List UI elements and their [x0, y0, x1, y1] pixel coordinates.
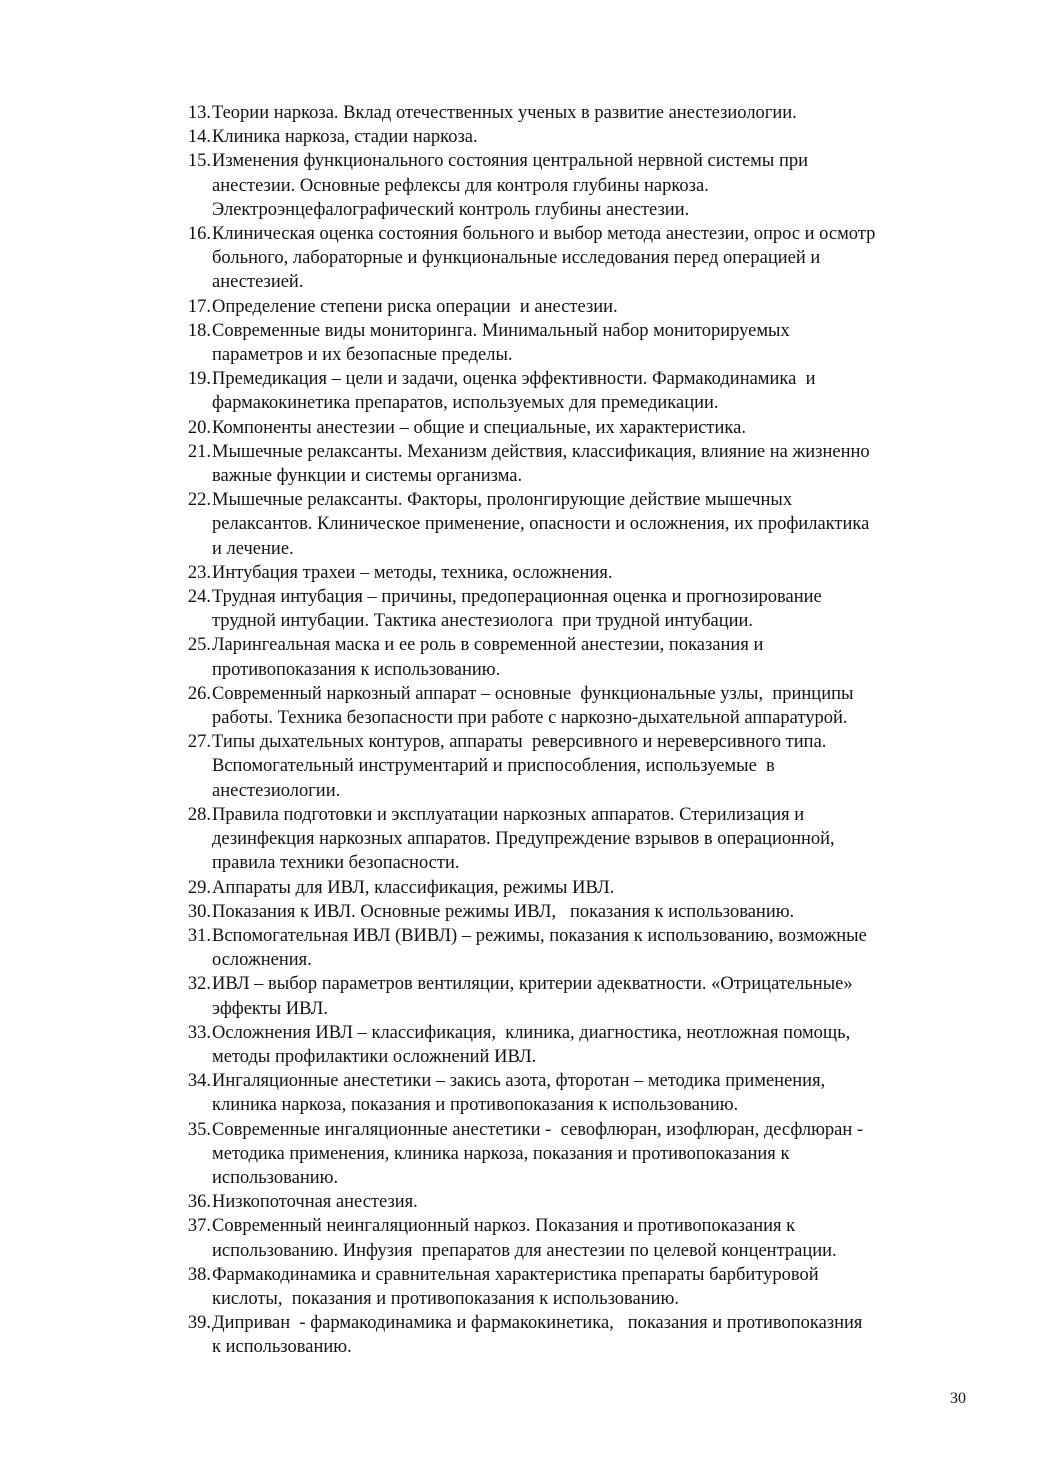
item-text: [211, 440, 970, 488]
item-text-line: Современный неингаляционный наркоз. Показания и противопоказания к: [212, 1216, 796, 1237]
item-text-line: кислоты, показания и противопоказания к использованию.: [212, 1288, 679, 1309]
item-text-line: Диприван - фармакодинамика и фармакокинетика, показания и противопоказния: [212, 1313, 863, 1334]
item-text: [211, 924, 970, 972]
list-item: [180, 730, 970, 803]
item-text-line: трудной интубации. Тактика анестезиолога при трудной интубации.: [212, 611, 754, 632]
item-text: [211, 1021, 970, 1069]
item-text-line: эффекты ИВЛ.: [212, 998, 328, 1019]
item-text-line: анестезией.: [212, 272, 304, 293]
item-text: [211, 488, 970, 561]
list-item: [180, 585, 970, 633]
item-number: 30.: [187, 901, 211, 922]
list-item: [180, 1118, 970, 1191]
item-text: [211, 367, 970, 415]
item-text-line: Компоненты анестезии – общие и специальные, их характеристика.: [212, 417, 746, 438]
item-number: 38.: [187, 1264, 211, 1285]
item-text-line: Фармакодинамика и сравнительная характеристика препараты барбитуровой: [212, 1264, 819, 1285]
item-number: 14.: [187, 127, 211, 148]
item-number: 28.: [187, 804, 211, 825]
item-text-line: противопоказания к использованию.: [212, 659, 501, 680]
item-text-line: анестезиологии.: [212, 780, 341, 801]
item-text-line: Вспомогательный инструментарий и приспособления, используемые в: [212, 756, 775, 777]
item-number: 33.: [187, 1022, 211, 1043]
item-text: [211, 730, 970, 803]
item-text-line: Аппараты для ИВЛ, классификация, режимы ИВЛ.: [212, 877, 615, 898]
item-text-line: Клиника наркоза, стадии наркоза.: [212, 127, 478, 148]
item-text-line: использованию. Инфузия препаратов для анестезии по целевой концентрации.: [212, 1240, 837, 1261]
item-number: 16.: [187, 224, 211, 245]
item-text-line: работы. Техника безопасности при работе с наркозно-дыхательной аппаратурой.: [212, 708, 848, 729]
list-item: [180, 1190, 970, 1214]
item-text-line: анестезии. Основные рефлексы для контроля глубины наркоза.: [212, 175, 709, 196]
item-text: [211, 561, 970, 585]
list-item: [180, 1214, 970, 1262]
list-item: [180, 682, 970, 730]
item-text-line: Изменения функционального состояния центральной нервной системы при: [212, 151, 808, 172]
item-number: 13.: [187, 103, 211, 123]
item-number: 21.: [187, 441, 211, 462]
item-text: [211, 222, 970, 295]
list-item: [180, 972, 970, 1020]
item-text: [211, 149, 970, 222]
list-item: [180, 924, 970, 972]
item-number: 18.: [187, 320, 211, 341]
item-text-line: Современные ингаляционные анестетики - севофлюран, изофлюран, десфлюран -: [212, 1119, 864, 1140]
list-item: [180, 295, 970, 319]
item-number: 35.: [187, 1119, 211, 1140]
item-text-line: использованию.: [212, 1167, 339, 1188]
item-text-line: методика применения, клиника наркоза, показания и противопоказания к: [212, 1143, 790, 1164]
item-text-line: больного, лабораторные и функциональные исследования перед операцией и: [212, 248, 821, 269]
list-item: [180, 1263, 970, 1311]
item-text-line: ИВЛ – выбор параметров вентиляции, критерии адекватности. «Отрицательные»: [212, 974, 853, 995]
item-text-line: Современные виды мониторинга. Минимальный набор мониторируемых: [212, 320, 790, 341]
item-text: [211, 319, 970, 367]
item-number: 29.: [187, 877, 211, 898]
list-item: [180, 876, 970, 900]
item-text-line: релаксантов. Клиническое применение, опасности и осложнения, их профилактика: [212, 514, 870, 535]
item-text-line: Правила подготовки и эксплуатации наркозных аппаратов. Стерилизация и: [212, 804, 805, 825]
list-item: [180, 149, 970, 222]
item-text-line: Теории наркоза. Вклад отечественных ученых в развитие анестезиологии.: [212, 103, 797, 123]
item-text: [211, 295, 970, 319]
list-item: [180, 1069, 970, 1117]
list-item: [180, 440, 970, 488]
list-item: [180, 633, 970, 681]
item-text: [211, 416, 970, 440]
item-text-line: Трудная интубация – причины, предоперационная оценка и прогнозирование: [212, 587, 822, 608]
item-text: [211, 633, 970, 681]
item-text: [211, 876, 970, 900]
item-number: 36.: [187, 1192, 211, 1213]
item-text-line: Интубация трахеи – методы, техника, осложнения.: [212, 562, 613, 583]
item-text: [211, 972, 970, 1020]
item-number: 20.: [187, 417, 211, 438]
item-text-line: и лечение.: [212, 538, 294, 559]
item-text-line: Низкопоточная анестезия.: [212, 1192, 418, 1213]
list-item: [180, 319, 970, 367]
list-item: [180, 1021, 970, 1069]
item-text-line: важные функции и системы организма.: [212, 466, 523, 487]
item-number: 31.: [187, 925, 211, 946]
item-number: 34.: [187, 1071, 211, 1092]
item-text: [211, 1214, 970, 1262]
item-text-line: Современный наркозный аппарат – основные функциональные узлы, принципы: [212, 683, 854, 704]
item-number: 15.: [187, 151, 211, 172]
item-text-line: Типы дыхательных контуров, аппараты реверсивного и нереверсивного типа.: [212, 732, 827, 753]
list-item: [180, 488, 970, 561]
item-text: [211, 682, 970, 730]
item-number: 19.: [187, 369, 211, 390]
item-number: 24.: [187, 587, 211, 608]
list-item: [180, 125, 970, 149]
item-number: 25.: [187, 635, 211, 656]
list-item: [180, 367, 970, 415]
item-text: [211, 1190, 970, 1214]
item-text-line: Определение степени риска операции и анестезии.: [212, 296, 618, 317]
item-text-line: методы профилактики осложнений ИВЛ.: [212, 1046, 537, 1067]
item-text: [211, 1118, 970, 1191]
item-text-line: параметров и их безопасные пределы.: [212, 345, 513, 366]
item-number: 17.: [187, 296, 211, 317]
item-text-line: Мышечные релаксанты. Механизм действия, классификация, влияние на жизненно: [212, 441, 870, 462]
item-number: 39.: [187, 1313, 211, 1334]
item-text-line: Мышечные релаксанты. Факторы, пролонгирующие действие мышечных: [212, 490, 793, 511]
item-text-line: Показания к ИВЛ. Основные режимы ИВЛ, показания к использованию.: [212, 901, 795, 922]
item-text-line: Вспомогательная ИВЛ (ВИВЛ) – режимы, показания к использованию, возможные: [212, 925, 867, 946]
question-list: [180, 101, 970, 1360]
item-text: [211, 1311, 970, 1359]
item-text-line: фармакокинетика препаратов, используемых для премедикации.: [212, 393, 719, 414]
item-text-line: Ингаляционные анестетики – закись азота, фторотан – методика применения,: [212, 1071, 826, 1092]
item-number: 22.: [187, 490, 211, 511]
item-number: 23.: [187, 562, 211, 583]
item-text-line: Электроэнцефалографический контроль глубины анестезии.: [212, 199, 690, 220]
item-number: 27.: [187, 732, 211, 753]
item-text-line: клиника наркоза, показания и противопоказания к использованию.: [212, 1095, 739, 1116]
list-item: [180, 803, 970, 876]
list-item: [180, 561, 970, 585]
item-number: 26.: [187, 683, 211, 704]
item-number: 32.: [187, 974, 211, 995]
item-text: [211, 900, 970, 924]
item-text-line: Осложнения ИВЛ – классификация, клиника, диагностика, неотложная помощь,: [212, 1022, 851, 1043]
page-number: 30: [950, 1390, 966, 1407]
item-text: [211, 125, 970, 149]
item-text-line: осложнения.: [212, 950, 312, 971]
list-item: [180, 900, 970, 924]
item-text: [211, 101, 970, 125]
item-text: [211, 803, 970, 876]
item-text: [211, 1263, 970, 1311]
item-text-line: правила техники безопасности.: [212, 853, 460, 874]
list-item: [180, 416, 970, 440]
item-number: 37.: [187, 1216, 211, 1237]
item-text-line: дезинфекция наркозных аппаратов. Предупреждение взрывов в операционной,: [212, 829, 835, 850]
item-text-line: Клиническая оценка состояния больного и выбор метода анестезии, опрос и осмотр: [212, 224, 876, 245]
item-text-line: к использованию.: [212, 1337, 352, 1358]
item-text-line: Ларингеальная маска и ее роль в современной анестезии, показания и: [212, 635, 764, 656]
list-item: [180, 222, 970, 295]
item-text: [211, 1069, 970, 1117]
list-item: [180, 1311, 970, 1359]
item-text-line: Премедикация – цели и задачи, оценка эффективности. Фармакодинамика и: [212, 369, 816, 390]
list-item: [180, 101, 970, 125]
item-text: [211, 585, 970, 633]
